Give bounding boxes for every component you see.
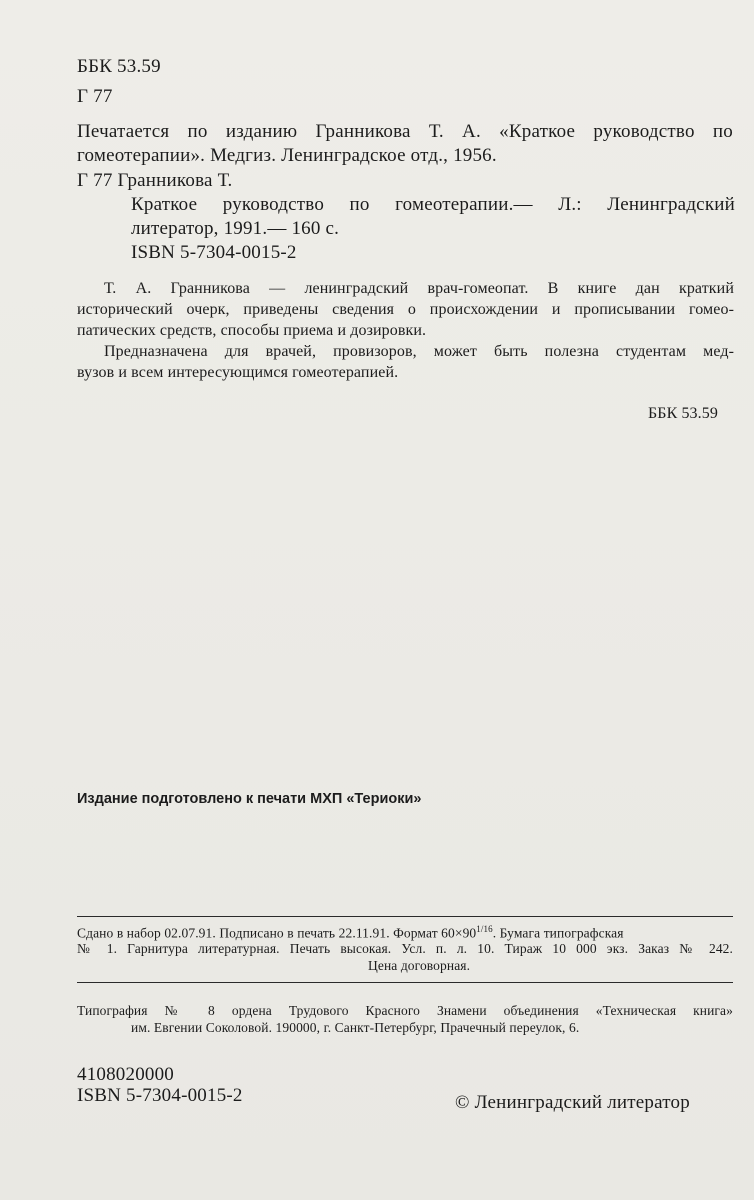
author-line: Г 77 Гранникова Т.	[77, 170, 233, 191]
format-fraction: 1/16	[476, 924, 493, 934]
annotation-p1-line-1: Т. А. Гранникова — ленинградский врач-гомеопат. В книге дан краткий	[104, 280, 734, 297]
annotation-p2-line-1: Предназначена для врачей, провизоров, может быть полезна студентам мед-	[104, 343, 734, 360]
imprint-top-rule	[77, 916, 733, 917]
bibliography-isbn: ISBN 5-7304-0015-2	[131, 242, 297, 263]
annotation-p1-line-3: патических средств, способы приема и дозировки.	[77, 322, 427, 339]
original-edition-line-2: гомеотерапии». Медгиз. Ленинградское отд., 1956.	[77, 145, 497, 166]
footer-isbn: ISBN 5-7304-0015-2	[77, 1085, 243, 1106]
imprint-price: Цена договорная.	[368, 958, 471, 973]
imprint-line-2: № 1. Гарнитура литературная. Печать высокая. Усл. п. л. 10. Тираж 10 000 экз. Заказ № 242.	[77, 941, 733, 956]
copyright-notice: © Ленинградский литератор	[455, 1092, 690, 1113]
original-edition-line-1: Печатается по изданию Гранникова Т. А. «Краткое руководство по	[77, 121, 733, 142]
bibliography-line-1: Краткое руководство по гомеотерапии.— Л.: Ленинградский	[131, 194, 735, 215]
annotation-p2-line-2: вузов и всем интересующимся гомеотерапией.	[77, 364, 399, 381]
imprint-line-1: Сдано в набор 02.07.91. Подписано в печать 22.11.91. Формат $60\times 90^{1/16}$. Бумага типографская	[77, 924, 624, 941]
annotation-p1-line-2: исторический очерк, приведены сведения о происхождении и прописывании гомео-	[77, 301, 734, 318]
prepared-by: Издание подготовлено к печати МХП «Териоки»	[77, 791, 422, 807]
bbk-index-right: ББК 53.59	[648, 405, 718, 422]
imprint-bottom-rule	[77, 982, 733, 983]
bibliography-line-2: литератор, 1991.— 160 с.	[131, 218, 340, 239]
bbk-index: ББК 53.59	[77, 56, 161, 77]
author-sign: Г 77	[77, 86, 113, 107]
catalog-code: 4108020000	[77, 1064, 174, 1085]
printer-line-2: им. Евгении Соколовой. 190000, г. Санкт-Петербург, Прачечный переулок, 6.	[131, 1020, 580, 1035]
printer-line-1: Типография № 8 ордена Трудового Красного Знамени объединения «Техническая книга»	[77, 1003, 733, 1018]
